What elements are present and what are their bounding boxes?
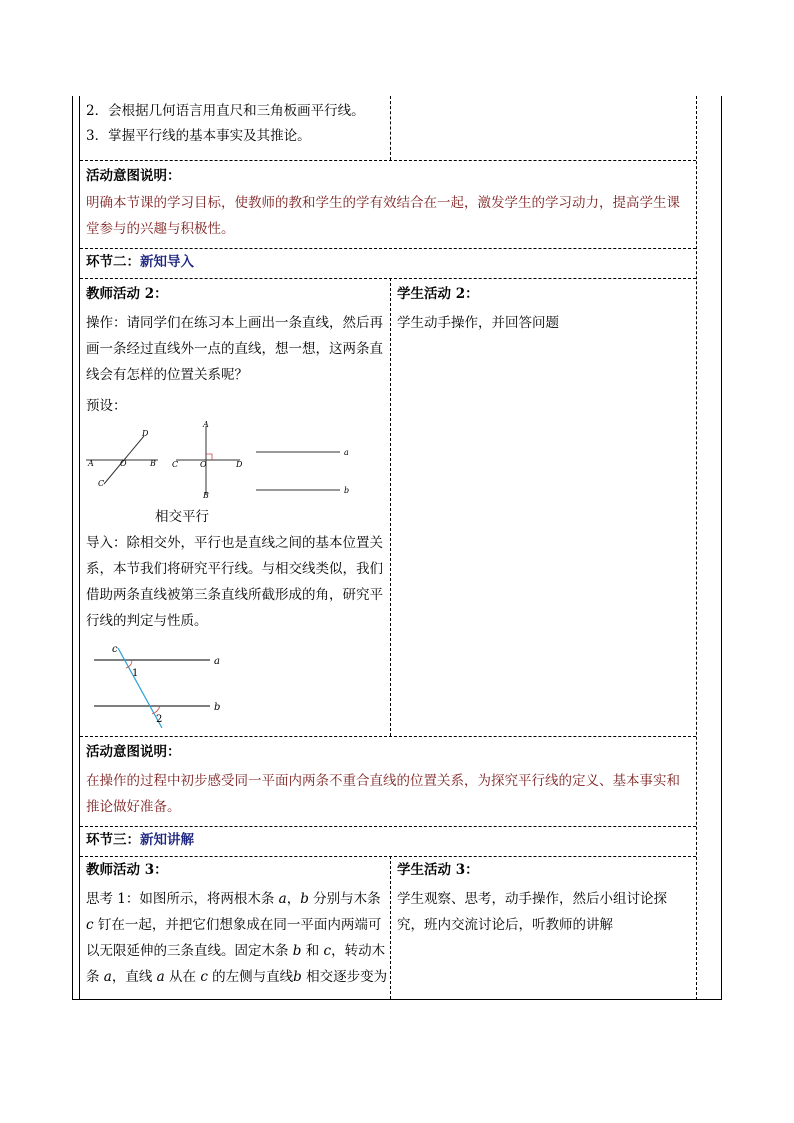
var-a: a	[278, 891, 287, 907]
var-b: b	[293, 969, 302, 985]
transversal-figure	[90, 642, 230, 732]
row-separator	[80, 278, 696, 279]
column-divider	[390, 96, 391, 160]
outer-bottom-border	[72, 999, 722, 1000]
text-run: 和	[301, 943, 324, 959]
student-activity-heading: 学生活动 2：	[397, 286, 479, 302]
figure-caption: 相交平行	[155, 509, 209, 525]
text-run: 思考 1：如图所示，将两根木条	[86, 891, 279, 907]
intent-heading: 活动意图说明：	[86, 168, 181, 184]
label-c: C	[172, 460, 179, 469]
outer-left-border	[72, 96, 73, 1000]
text-run: 钉在一起，并把它们想象成在同一平面内两端可以无限延伸的三条直线。固定木条	[86, 917, 382, 959]
label-b: B	[150, 459, 156, 468]
row-separator	[80, 248, 696, 249]
student-activity-text: 学生观察、思考，动手操作，然后小组讨论探究，班内交流讨论后，听教师的讲解	[397, 891, 667, 933]
var-c: c	[86, 917, 94, 933]
var-b: b	[300, 891, 309, 907]
label-d: D	[236, 460, 243, 469]
row-separator	[80, 826, 696, 827]
label-d: D	[142, 429, 149, 438]
intent-heading: 活动意图说明：	[86, 744, 181, 760]
preset-label: 预设：	[86, 398, 127, 414]
text-run: ，	[286, 891, 301, 907]
row-separator	[80, 736, 696, 737]
intersecting-lines-figure	[86, 424, 166, 490]
section-label: 环节三：	[86, 832, 140, 848]
section-title: 新知导入	[140, 254, 194, 270]
label-a: A	[88, 459, 94, 468]
label-o: O	[200, 460, 207, 469]
objective-item-3: 3．掌握平行线的基本事实及其推论。	[86, 128, 311, 144]
section-title: 新知讲解	[140, 832, 194, 848]
student-activity-text: 学生动手操作，并回答问题	[397, 315, 559, 331]
row-separator	[80, 856, 696, 857]
var-c: c	[323, 943, 332, 959]
intent-text: 在操作的过程中初步感受同一平面内两条不重合直线的位置关系，为探究平行线的定义、基本事实和推论做好准备。	[86, 773, 680, 815]
label-b: b	[344, 486, 350, 495]
intent-text: 明确本节课的学习目标，使教师的教和学生的学有效结合在一起，激发学生的学习动力，提高学生课堂参与的兴趣与积极性。	[86, 195, 680, 237]
label-b: B	[203, 491, 209, 500]
text-run: ，直线	[111, 969, 157, 985]
label-b: b	[214, 702, 221, 713]
section-label: 环节二：	[86, 254, 140, 270]
objective-item-2: 2．会根据几何语言用直尺和三角板画平行线。	[86, 103, 365, 119]
right-angle-mark	[206, 454, 212, 460]
right-column-divider	[696, 96, 697, 1000]
teacher-activity-heading: 教师活动 3：	[86, 862, 168, 878]
section-heading	[86, 252, 194, 272]
angle-2-label: 2	[156, 714, 163, 725]
var-b: b	[292, 943, 302, 959]
teacher-operation-text: 操作：请同学们在练习本上画出一条直线，然后再画一条经过直线外一点的直线，想一想，这两条直线会有怎样的位置关系呢？	[86, 315, 383, 383]
intro-text: 导入：除相交外，平行也是直线之间的基本位置关系，本节我们将研究平行线。与相交线类似，我们借助两条直线被第三条直线所截形成的角，研究平行线的判定与性质。	[86, 535, 383, 629]
row-separator	[80, 160, 696, 161]
angle-1-label: 1	[132, 668, 139, 679]
text-run: 的左侧与直线	[207, 969, 294, 985]
label-a: a	[214, 656, 220, 667]
parallel-lines-figure	[252, 442, 354, 498]
label-a: A	[203, 420, 209, 429]
var-a: a	[103, 969, 112, 985]
var-a: a	[156, 969, 165, 985]
text-run: 分别与木条	[308, 891, 381, 907]
think1-text	[86, 886, 388, 990]
section-heading	[86, 830, 194, 850]
column-divider	[390, 856, 391, 999]
label-c: c	[112, 644, 118, 655]
label-c: C	[98, 479, 105, 488]
student-activity-heading: 学生活动 3：	[397, 862, 479, 878]
teacher-activity-heading: 教师活动 2：	[86, 286, 168, 302]
text-run: 从在	[164, 969, 201, 985]
text-run: ，转动木条	[86, 943, 386, 985]
var-c: c	[200, 969, 208, 985]
perpendicular-lines-figure	[170, 418, 248, 500]
column-divider	[390, 278, 391, 736]
text-run: 相交逐步变为	[301, 969, 388, 985]
outer-right-border	[721, 96, 722, 1000]
label-a: a	[344, 448, 349, 457]
label-o: O	[120, 459, 127, 468]
outer-left-border-inner	[79, 96, 80, 1000]
